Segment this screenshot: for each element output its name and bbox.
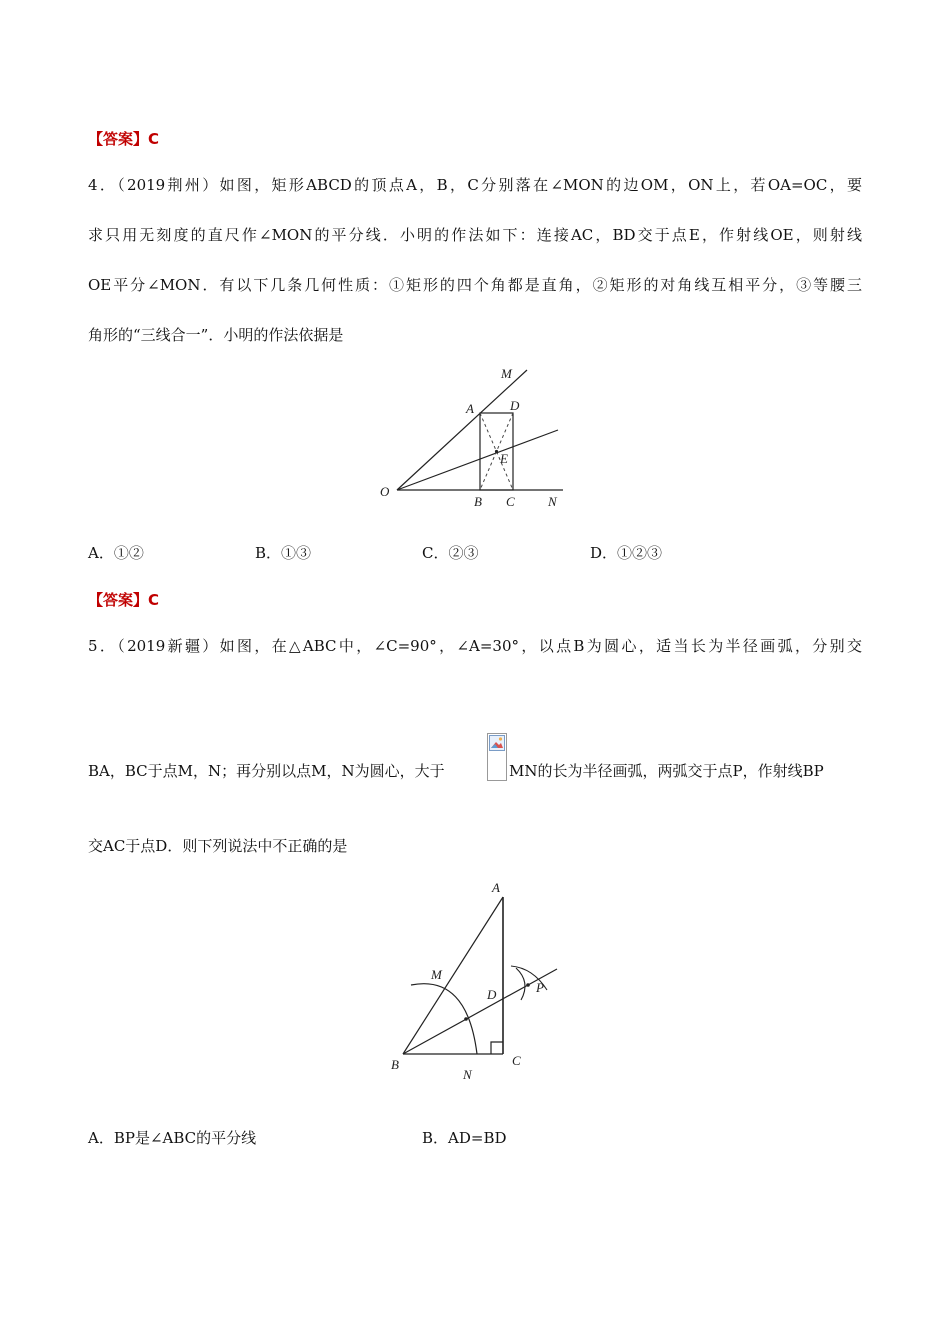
- answer-q4: 【答案】C: [88, 591, 160, 609]
- answer-q3: 【答案】C: [88, 130, 160, 148]
- label-p: P: [536, 980, 544, 995]
- q5-option-a: A．BP是∠ABC的平分线: [88, 1129, 257, 1147]
- q4-option-a: A．①②: [88, 544, 144, 562]
- point-e: [495, 450, 498, 453]
- q5-text-line-2-right: MN的长为半径画弧，两弧交于点P，作射线BP: [509, 762, 824, 780]
- broken-image-icon: [489, 735, 505, 751]
- arc-bisector-point: [464, 1017, 468, 1021]
- label-c: C: [512, 1053, 521, 1068]
- label-b: B: [391, 1057, 399, 1072]
- q4-text-line-2: 求只用无刻度的直尺作∠MON的平分线．小明的作法如下：连接AC，BD交于点E，作射线OE，则射线: [88, 226, 862, 244]
- q4-figure: [370, 360, 580, 515]
- ray-bp: [403, 969, 557, 1054]
- label-n: N: [463, 1067, 472, 1082]
- label-o: O: [380, 484, 390, 499]
- label-m: M: [501, 366, 512, 381]
- q4-option-c: C．②③: [422, 544, 479, 562]
- q4-option-d: D．①②③: [590, 544, 663, 562]
- label-d: D: [510, 398, 520, 413]
- arc-from-m: [516, 968, 525, 1000]
- q5-text-line-1: 5．（2019新疆）如图，在△ABC中，∠C=90°，∠A=30°，以点B为圆心，适当长为半径画弧，分别交: [88, 637, 862, 655]
- right-angle-mark: [491, 1042, 503, 1054]
- q4-text-line-3: OE平分∠MON．有以下几条几何性质：①矩形的四个角都是直角，②矩形的对角线互相平分，③等腰三: [88, 276, 862, 294]
- side-ab: [403, 897, 503, 1054]
- q4-text-line-1: 4．（2019荆州）如图，矩形ABCD的顶点A，B，C分别落在∠MON的边OM，ON上，若OA=OC，要: [88, 176, 862, 194]
- ray-om: [397, 370, 527, 490]
- label-e: E: [500, 451, 508, 466]
- ray-oe: [397, 430, 558, 490]
- label-a: A: [492, 880, 500, 895]
- q5-text-line-2-left: BA，BC于点M，N；再分别以点M，N为圆心，大于: [88, 762, 445, 780]
- point-p: [526, 983, 530, 987]
- label-a: A: [466, 401, 474, 416]
- label-b: B: [474, 494, 482, 509]
- q4-option-b: B．①③: [255, 544, 312, 562]
- q5-figure: [385, 872, 570, 1087]
- fraction-placeholder-image: [487, 733, 507, 781]
- q5-option-b: B．AD=BD: [422, 1129, 507, 1147]
- label-m: M: [431, 967, 442, 982]
- q4-text-line-4: 角形的“三线合一”．小明的作法依据是: [88, 326, 344, 344]
- label-d: D: [487, 987, 497, 1002]
- label-n: N: [548, 494, 557, 509]
- q5-text-line-3: 交AC于点D．则下列说法中不正确的是: [88, 837, 348, 855]
- label-c: C: [506, 494, 515, 509]
